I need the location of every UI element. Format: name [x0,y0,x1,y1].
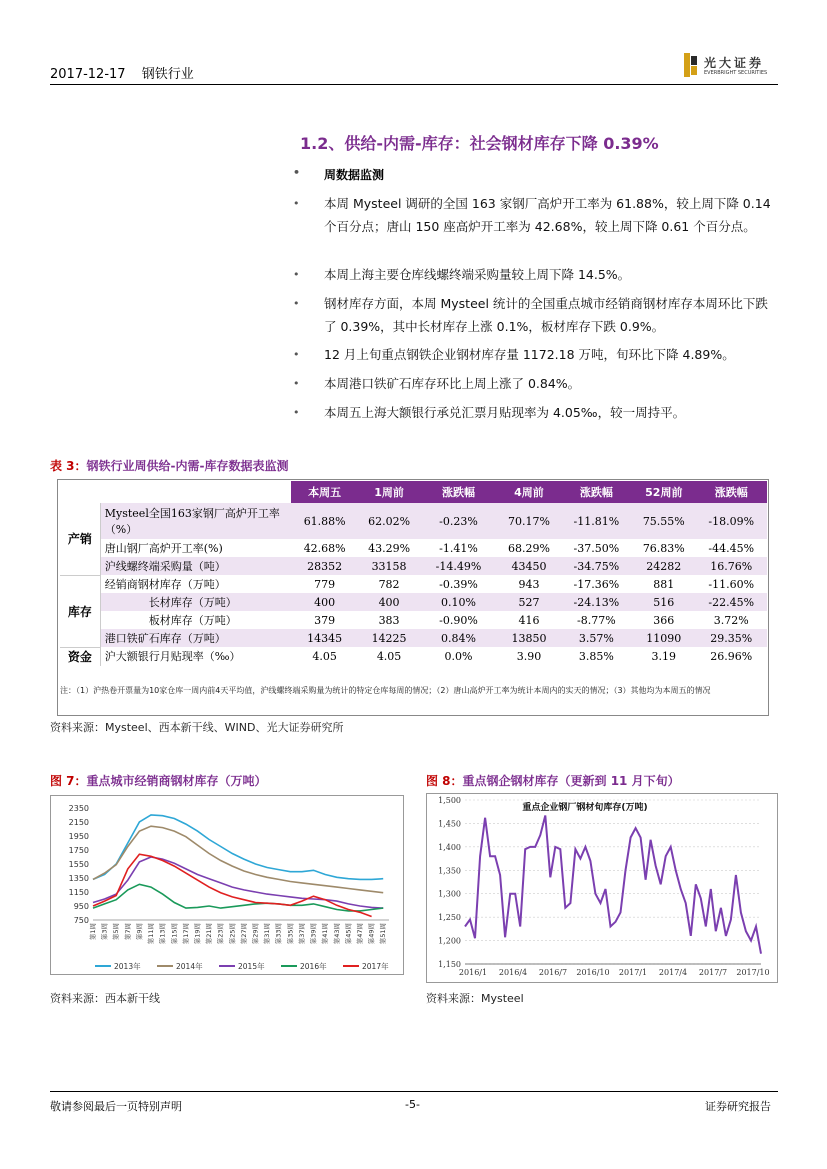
x-tick-label: 2017/1 [618,968,648,977]
bullet-text: 本周上海主要仓库线螺终端采购量较上周下降 14.5%。 [324,267,631,282]
report-industry: 钢铁行业 [141,67,194,82]
row-label: 唐山钢厂高炉开工率(%) [104,542,223,555]
figure-7-source: 资料来源：西本新干线 [50,992,160,1005]
value-cell: 400 [291,593,357,611]
x-tick-label: 第5周 [112,923,121,941]
table-note: 注：（1）沪热卷开票量为10家仓库一周内前4天平均值，沪线螺终端采购量为统计的特定仓库每周的情况；（2）唐山高炉开工率为统计本周内的实天的情况；（3）其他均为本周五的情况 [60,686,711,695]
value-cell: 379 [314,613,336,627]
bullet-text: 钢材库存方面，本周 Mysteel 统计的全国重点城市经销商钢材库存本周环比下跌了 0.39%，其中长材库存上涨 0.1%，板材库存下跌 0.9%。 [324,296,768,334]
x-tick-label: 第43周 [332,923,341,945]
x-tick-label: 第13周 [158,923,167,945]
value-cell: -37.50% [573,541,620,555]
bullet-paragraph [293,343,780,366]
y-tick-label: 2150 [68,818,89,827]
x-tick-label: 第45周 [344,923,353,945]
series-line-2014年 [93,826,383,893]
row-label: Mysteel全国163家钢厂高炉开工率（%） [100,503,291,539]
y-tick-label: 1,350 [438,866,461,876]
x-tick-label: 2016/7 [538,968,568,977]
value-cell: -11.81% [561,503,631,539]
figure-number: 图 7： [50,774,87,788]
category-cell: 产销 [60,503,100,575]
footer-report-type: 证券研究报告 [705,1100,771,1113]
y-tick-label: 1,500 [438,796,461,805]
figure-7-chart [50,795,404,975]
line-chart-8 [427,794,777,982]
x-tick-label: 2017/7 [698,968,728,977]
series-line [465,816,761,954]
table-title [50,457,289,474]
value-cell: 62.02% [358,503,420,539]
bullet-icon: • [293,377,300,390]
value-cell: 943 [518,577,540,591]
table-number: 表 3： [50,459,87,473]
header-cell: 52周前 [632,481,696,503]
logo-mark-icon [684,53,698,77]
legend-label: 2016年 [300,962,327,971]
row-label: 沪大额银行月贴现率（‰） [104,650,241,664]
legend-label: 2017年 [362,962,389,971]
value-cell: 0.10% [420,593,496,611]
section-title: 1.2、供给-内需-库存：社会钢材库存下降 0.39% [300,134,659,153]
header-cell: 1周前 [358,481,420,503]
value-cell: 366 [653,613,675,627]
row-label: 经销商钢材库存（万吨） [104,578,226,591]
table-row [60,503,767,539]
value-cell: 527 [497,593,561,611]
legend-label: 2015年 [238,962,265,971]
x-tick-label: 2016/10 [576,968,610,977]
value-cell: 68.29% [507,541,550,555]
row-label: 长材库存（万吨） [100,593,291,611]
bullet-paragraph [293,401,780,424]
x-tick-label: 第19周 [193,923,202,945]
header-cell: 4周前 [497,481,561,503]
value-cell: 11090 [632,629,696,647]
table-header-row [60,481,767,503]
x-tick-label: 第41周 [321,923,330,945]
header-cell-blank [60,481,100,503]
report-header [50,63,194,82]
table-row [60,575,767,593]
page-number: -5- [405,1098,420,1111]
x-tick-label: 第11周 [147,923,156,945]
bullet-paragraph [293,263,780,286]
value-cell: 16.76% [696,557,767,575]
value-cell: 3.19 [651,649,677,663]
table-row [60,647,767,666]
bullet-icon: • [293,268,300,281]
x-tick-label: 第37周 [297,923,306,945]
value-cell: 28352 [291,557,357,575]
value-cell: -44.45% [708,541,755,555]
x-tick-label: 第17周 [181,923,190,945]
x-tick-label: 第29周 [251,923,260,945]
x-tick-label: 第33周 [274,923,283,945]
y-tick-label: 1,250 [438,913,461,923]
value-cell: -0.23% [420,503,496,539]
y-tick-label: 1950 [68,832,89,841]
y-tick-label: 1550 [68,860,89,869]
bullet-text: 本周 Mysteel 调研的全国 163 家钢厂高炉开工率为 61.88%，较上周下降 0.14 个百分点；唐山 150 座高炉开工率为 42.68%，较上周下降 0.61 个百分点。 [324,196,771,234]
value-cell: -18.09% [696,503,767,539]
logo-text: 光大证券 [704,56,765,70]
bullet-text: 12 月上旬重点钢铁企业钢材库存量 1172.18 万吨，旬环比下降 4.89%。 [324,347,735,362]
x-tick-label: 第3周 [100,923,109,941]
y-tick-label: 1,450 [438,819,461,829]
x-tick-label: 第39周 [309,923,318,945]
value-cell: 43450 [497,557,561,575]
table-row [60,629,767,647]
bullet-paragraph [293,372,780,395]
value-cell: -11.60% [708,577,755,591]
data-table [60,481,767,666]
x-tick-label: 第21周 [205,923,214,945]
x-tick-label: 第35周 [286,923,295,945]
x-tick-label: 第15周 [170,923,179,945]
header-divider [50,84,778,85]
table-row [60,557,767,575]
value-cell: 779 [314,577,336,591]
figure-8-title [426,772,680,789]
report-date: 2017-12-17 [50,67,126,82]
y-tick-label: 1,200 [438,936,461,946]
footer-disclaimer: 敬请参阅最后一页特别声明 [50,1100,182,1113]
bullet-icon: • [293,197,300,210]
table-source: 资料来源：Mysteel、西本新干线、WIND、光大证券研究所 [50,721,344,734]
table-row [60,593,767,611]
subhead-text: 周数据监测 [324,168,385,182]
bullet-icon: • [293,406,300,419]
line-chart-7 [51,796,403,974]
header-cell: 涨跌幅 [420,481,496,503]
value-cell: 24282 [632,557,696,575]
value-cell: 26.96% [710,649,753,663]
value-cell: -24.13% [561,593,631,611]
y-tick-label: 1750 [68,846,89,855]
header-cell: 涨跌幅 [561,481,631,503]
table-row [60,611,767,629]
value-cell: -22.45% [696,593,767,611]
x-tick-label: 第1周 [89,923,97,941]
value-cell: 516 [632,593,696,611]
figure-number: 图 8： [426,774,463,788]
value-cell: 29.35% [696,629,767,647]
value-cell: 383 [378,613,400,627]
bullet-text: 本周港口铁矿石库存环比上周上涨了 0.84%。 [324,376,581,391]
figure-caption: 重点城市经销商钢材库存（万吨） [86,774,267,788]
value-cell: 3.90 [516,649,542,663]
x-tick-label: 第23周 [216,923,225,945]
header-cell: 本周五 [291,481,357,503]
row-label: 板材库存（万吨） [148,614,237,627]
y-tick-label: 1,300 [438,889,461,899]
chart-title: 重点企业钢厂钢材旬库存(万吨) [522,803,648,813]
x-tick-label: 2016/4 [498,968,528,977]
value-cell: 13850 [497,629,561,647]
x-tick-label: 第7周 [123,923,132,941]
figure-8-chart [426,793,778,983]
bullet-icon: • [293,166,301,179]
table-row [60,539,767,557]
category-cell: 资金 [60,647,100,666]
value-cell: 4.05 [376,649,402,663]
section-subhead [293,166,385,183]
header-cell: 涨跌幅 [696,481,767,503]
x-tick-label: 第31周 [263,923,272,945]
value-cell: 43.29% [368,541,411,555]
value-cell: 881 [653,577,675,591]
row-label: 港口铁矿石库存（万吨） [100,629,291,647]
x-tick-label: 2017/4 [658,968,688,977]
x-tick-label: 第49周 [367,923,376,945]
value-cell: -0.39% [439,577,478,591]
value-cell: 400 [358,593,420,611]
x-tick-label: 2016/1 [458,968,488,977]
category-cell: 库存 [60,575,100,647]
value-cell: 416 [518,613,540,627]
y-tick-label: 750 [73,916,89,925]
value-cell: -8.77% [577,613,616,627]
value-cell: 61.88% [291,503,357,539]
header-cell-blank [100,481,291,503]
logo-subtext: EVERBRIGHT SECURITIES [704,70,768,76]
y-tick-label: 1350 [68,874,89,883]
value-cell: 14225 [358,629,420,647]
series-line-2015年 [93,857,383,908]
y-tick-label: 2350 [68,804,89,813]
value-cell: -14.49% [420,557,496,575]
brand-logo [684,53,784,79]
value-cell: -34.75% [561,557,631,575]
series-line-2013年 [93,815,383,879]
x-tick-label: 第47周 [355,923,364,945]
value-cell: 70.17% [497,503,561,539]
footer-divider [50,1091,778,1092]
x-tick-label: 第25周 [228,923,237,945]
value-cell: 4.05 [312,649,337,663]
figure-caption: 重点钢企钢材库存（更新到 11 月下旬） [462,774,680,788]
value-cell: -0.90% [439,613,478,627]
value-cell: 3.85% [578,649,614,663]
x-tick-label: 第27周 [239,923,248,945]
value-cell: 0.0% [444,649,473,663]
value-cell: 782 [378,577,400,591]
figure-7-title [50,772,267,789]
y-tick-label: 950 [73,902,89,911]
value-cell: 75.55% [632,503,696,539]
value-cell: 76.83% [642,541,685,555]
figure-8-source: 资料来源：Mysteel [426,992,524,1005]
table-caption: 钢铁行业周供给-内需-库存数据表监测 [86,459,289,473]
bullet-icon: • [293,348,300,361]
value-cell: 33158 [358,557,420,575]
value-cell: 3.57% [561,629,631,647]
legend-label: 2014年 [176,962,203,971]
y-tick-label: 1,400 [438,842,461,852]
bullet-text: 本周五上海大额银行承兑汇票月贴现率为 4.05‰，较一周持平。 [324,405,686,420]
value-cell: -17.36% [573,577,620,591]
value-cell: -1.41% [439,541,478,555]
x-tick-label: 2017/10 [736,968,770,977]
bullet-paragraph [293,292,780,338]
y-tick-label: 1,150 [438,960,461,969]
legend-label: 2013年 [114,962,141,971]
row-label: 沪线螺终端采购量（吨） [100,557,291,575]
value-cell: 3.72% [713,613,749,627]
value-cell: 14345 [291,629,357,647]
x-tick-label: 第51周 [379,923,388,945]
value-cell: 42.68% [303,541,346,555]
bullet-paragraph [293,192,780,238]
value-cell: 0.84% [420,629,496,647]
y-tick-label: 1150 [68,888,89,897]
bullet-icon: • [293,297,300,310]
x-tick-label: 第9周 [135,923,144,941]
